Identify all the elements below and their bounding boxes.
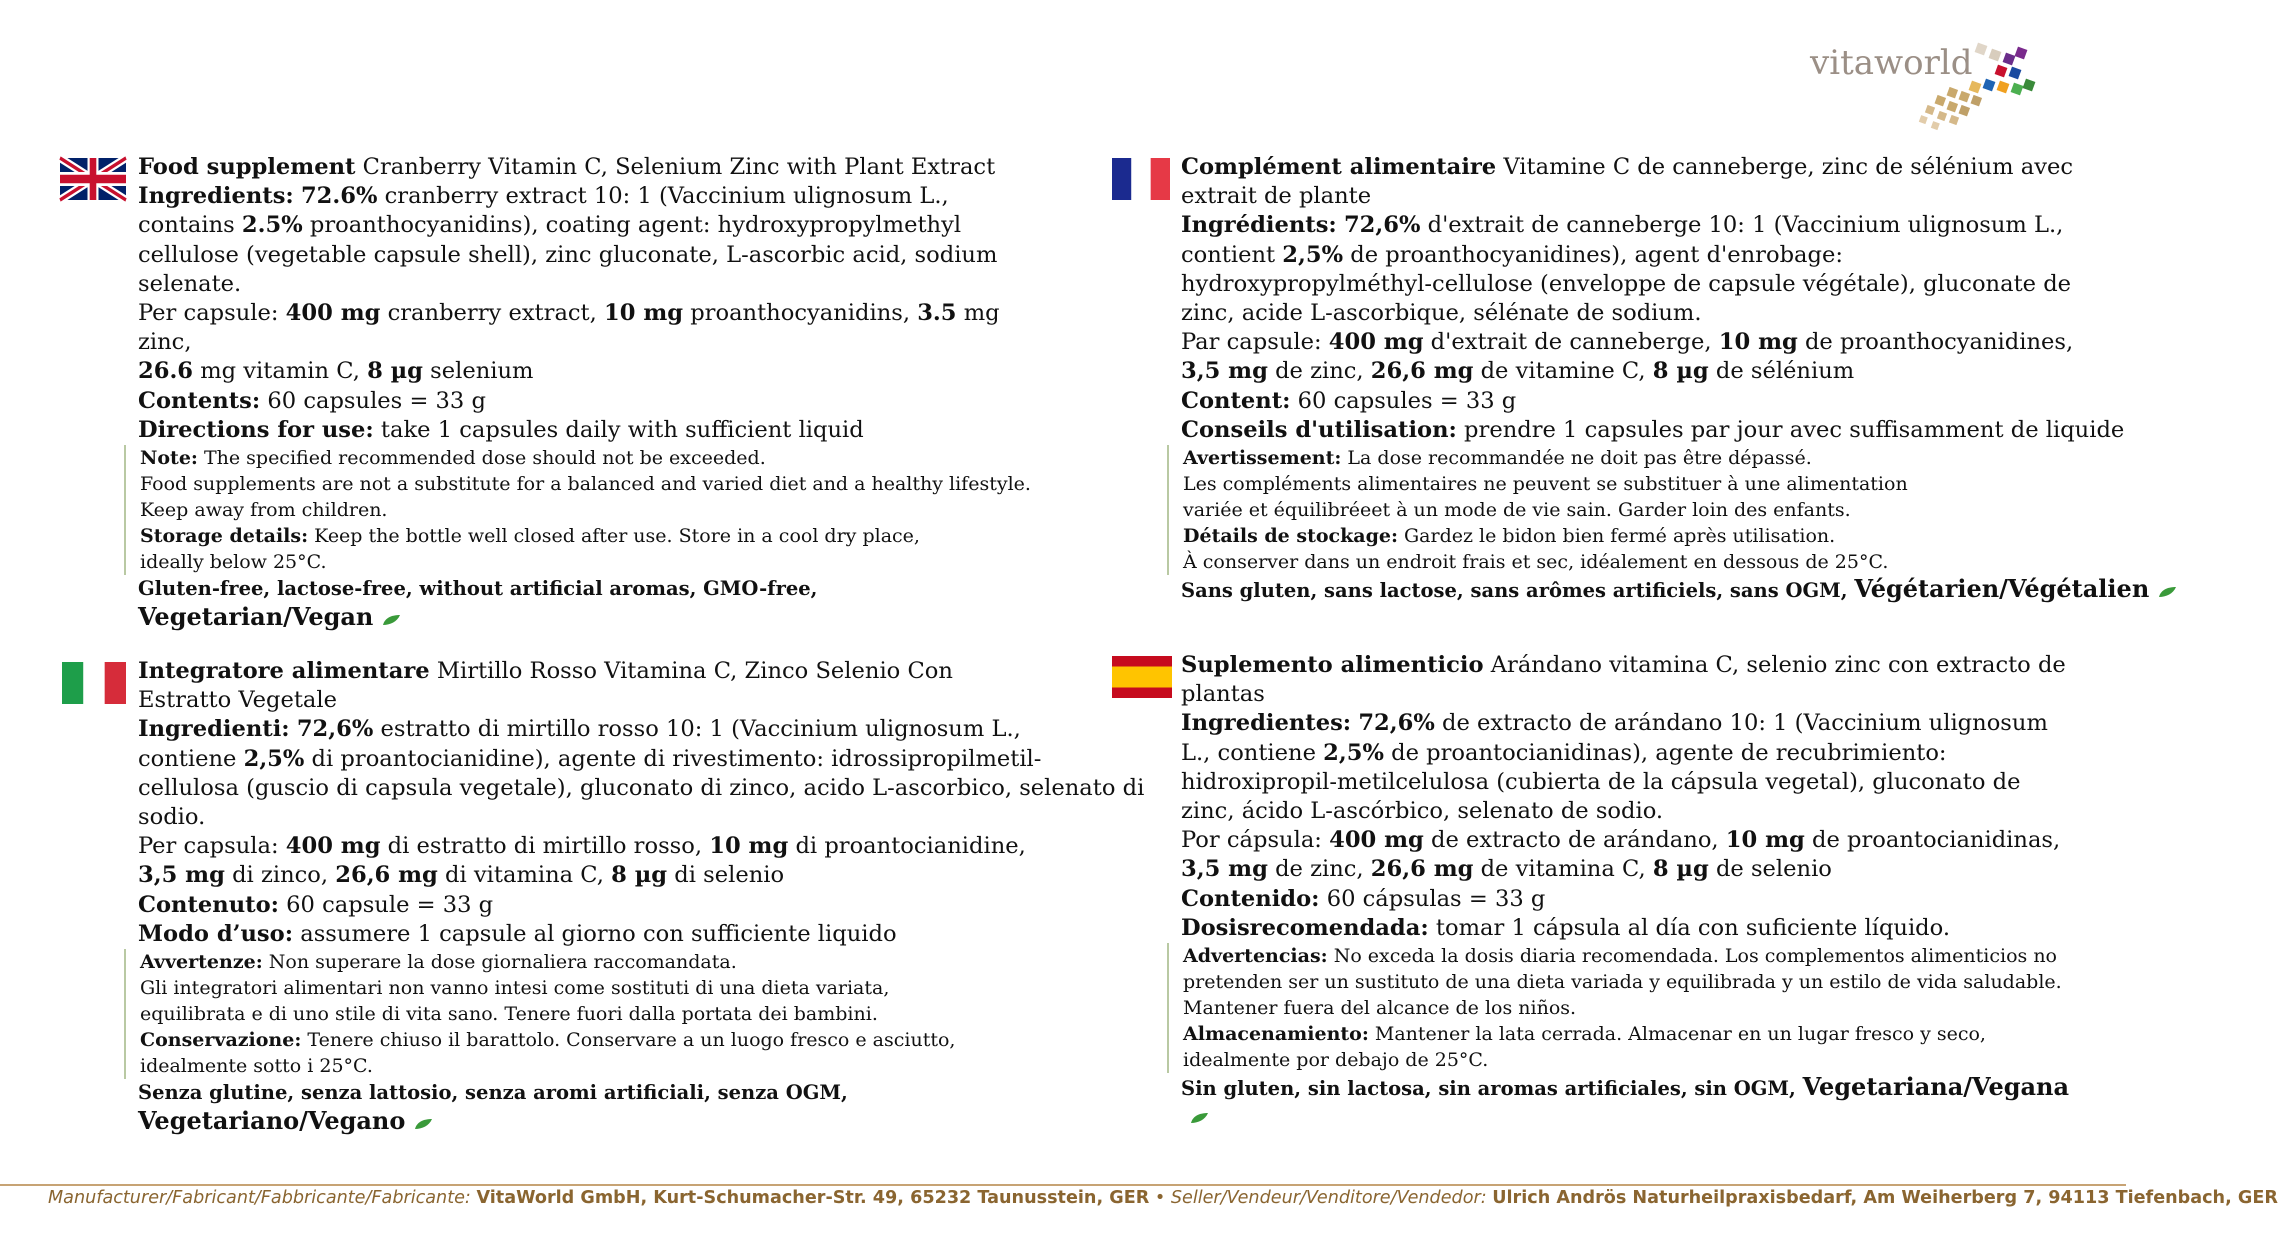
leaf-icon bbox=[381, 614, 401, 626]
it-subtitle: Mirtillo Rosso Vitamina C, Zinco Selenio Con Estratto Vegetale bbox=[138, 658, 953, 714]
uk-flag-icon bbox=[60, 158, 126, 200]
it-directions: Modo d’uso: assumere 1 capsule al giorno con sufficiente liquido bbox=[138, 920, 897, 947]
es-subtitle: Arándano vitamina C, selenio zinc con extracto de plantas bbox=[1181, 652, 2066, 708]
en-free-from: Gluten-free, lactose-free, without artificial aromas, GMO-free, Vegetarian/Vegan bbox=[138, 577, 818, 632]
seller-value: Ulrich Andrös Naturheilpraxisbedarf, Am Weiherberg 7, 94113 Tiefenbach, GER bbox=[1492, 1188, 2278, 1208]
leaf-icon bbox=[413, 1118, 433, 1130]
en-note: Note: The specified recommended dose should not be exceeded. Food supplements are not a substitute for a balanced and varied diet and a healthy lifestyle. Keep away from children. Storage details: Keep the bottle well closed after use. Store in a cool dry place, ideally below 25°C. bbox=[124, 445, 1038, 575]
fr-ingredients: Ingrédients: 72,6% d'extrait de canneberge 10: 1 (Vaccinium ulignosum L., contient 2,5% de proanthocyanidines), agent d'enrobage: hydroxypropylméthyl-cellulose (enveloppe de capsule végétale), gluconate de zinc, acide L-ascorbique, sélénate de sodium. bbox=[1181, 212, 2072, 327]
es-contents: Contenido: 60 cápsulas = 33 g bbox=[1181, 885, 1546, 912]
fr-free-from: Sans gluten, sans lactose, sans arômes artificiels, sans OGM, Végétarien/Végétalien bbox=[1181, 575, 2081, 605]
it-note: Avvertenze: Non superare la dose giornaliera raccomandata. Gli integratori alimentari non vanno intesi come sostituti di una dieta variata, equilibrata e di uno stile di vita sano. Tenere fuori dalla portata dei bambini. Conservazione: Tenere chiuso il barattolo. Conservare a un luogo fresco e asciutto, idealmente sotto i 25°C. bbox=[124, 949, 1043, 1079]
spain-flag-icon bbox=[1112, 656, 1172, 698]
it-contents: Contenuto: 60 capsule = 33 g bbox=[138, 891, 494, 918]
en-directions: Directions for use: take 1 capsules daily with sufficient liquid bbox=[138, 416, 864, 443]
leaf-icon bbox=[2157, 586, 2177, 598]
es-ingredients: Ingredientes: 72,6% de extracto de arándano 10: 1 (Vaccinium ulignosum L., contiene 2,5% de proantocianidinas), agente de recubrimiento: hidroxipropil-metilcelulosa (cubierta de la cápsula vegetal), gluconato de zinc, ácido L-ascórbico, selenato de sodio. bbox=[1181, 710, 2048, 825]
en-main bbox=[138, 153, 1038, 445]
es-title: Suplemento alimenticio bbox=[1181, 652, 1484, 678]
en-per-capsule: Per capsule: 400 mg cranberry extract, 10 mg proanthocyanidins, 3.5 mg zinc, 26.6 mg vitamin C, 8 µg selenium bbox=[138, 300, 1000, 385]
footer bbox=[48, 1186, 2278, 1210]
en-title: Food supplement bbox=[138, 154, 356, 180]
leaf-icon bbox=[1189, 1112, 1209, 1124]
en-subtitle: Cranberry Vitamin C, Selenium Zinc with Plant Extract bbox=[355, 154, 996, 180]
es-main bbox=[1181, 651, 2081, 943]
footer-separator: • bbox=[1149, 1188, 1171, 1208]
italy-flag-icon bbox=[62, 662, 126, 704]
vitaworld-logo bbox=[1800, 26, 2050, 136]
es-note: Advertencias: No exceda la dosis diaria recomendada. Los complementos alimenticios no pretenden ser un sustituto de una dieta variada y equilibrada y un estilo de vida saludable. Mantener fuera del alcance de los niños. Almacenamiento: Mantener la lata cerrada. Almacenar en un lugar fresco y seco, idealmente por debajo de 25°C. bbox=[1167, 943, 2081, 1073]
manufacturer-label: Manufacturer/Fabricant/Fabbricante/Fabricante: bbox=[48, 1188, 471, 1208]
seller-label: Seller/Vendeur/Venditore/Vendedor: bbox=[1170, 1188, 1487, 1208]
it-title: Integratore alimentare bbox=[138, 658, 430, 684]
it-ingredients: Ingredienti: 72,6% estratto di mirtillo rosso 10: 1 (Vaccinium ulignosum L., contiene 2,5% di proantocianidine), agente di rivestimento: idrossipropilmetil- cellulosa (guscio di capsula vegetale), gluconato di zinco, acido L-ascorbico, selenato di sodio. bbox=[138, 716, 1145, 831]
fr-contents: Content: 60 capsules = 33 g bbox=[1181, 387, 1517, 414]
it-main bbox=[138, 657, 1145, 949]
fr-main bbox=[1181, 153, 2125, 445]
france-flag-icon bbox=[1112, 158, 1170, 200]
en-ingredients: Ingredients: 72.6% cranberry extract 10: 1 (Vaccinium ulignosum L., contains 2.5% proanthocyanidins), coating agent: hydroxypropylmethyl cellulose (vegetable capsule shell), zinc gluconate, L-ascorbic acid, sodium selenate. bbox=[138, 183, 998, 297]
fr-directions: Conseils d'utilisation: prendre 1 capsules par jour avec suffisamment de liquide bbox=[1181, 416, 2125, 443]
fr-subtitle: Vitamine C de canneberge, zinc de sélénium avec extrait de plante bbox=[1181, 154, 2074, 210]
manufacturer-value: VitaWorld GmbH, Kurt-Schumacher-Str. 49, 65232 Taunusstein, GER bbox=[476, 1188, 1150, 1208]
logo-text: vitaworld bbox=[1810, 43, 1973, 83]
es-directions: Dosisrecomendada: tomar 1 cápsula al día con suficiente líquido. bbox=[1181, 914, 1951, 941]
it-per-capsule: Per capsula: 400 mg di estratto di mirtillo rosso, 10 mg di proantocianidine, 3,5 mg di zinco, 26,6 mg di vitamina C, 8 µg di selenio bbox=[138, 833, 1026, 889]
es-per-capsule: Por cápsula: 400 mg de extracto de arándano, 10 mg de proantocianidinas, 3,5 mg de zinc, 26,6 mg de vitamina C, 8 µg de selenio bbox=[1181, 827, 2061, 883]
fr-per-capsule: Par capsule: 400 mg d'extrait de canneberge, 10 mg de proanthocyanidines, 3,5 mg de zinc, 26,6 mg de vitamine C, 8 µg de sélénium bbox=[1181, 329, 2074, 385]
es-free-from: Sin gluten, sin lactosa, sin aromas artificiales, sin OGM, Vegetariana/Vegana bbox=[1181, 1073, 2081, 1131]
fr-note: Avertissement: La dose recommandée ne doit pas être dépassé. Les compléments alimentaires ne peuvent se substituer à une alimentation variée et équilibréeet à un mode de vie sain. Garder loin des enfants. Détails de stockage: Gardez le bidon bien fermé après utilisation. À conserver dans un endroit frais et sec, idéalement en dessous de 25°C. bbox=[1167, 445, 2081, 575]
en-contents: Contents: 60 capsules = 33 g bbox=[138, 387, 486, 414]
fr-title: Complément alimentaire bbox=[1181, 154, 1497, 180]
it-free-from: Senza glutine, senza lattosio, senza aromi artificiali, senza OGM, Vegetariano/Vegano bbox=[138, 1081, 848, 1136]
